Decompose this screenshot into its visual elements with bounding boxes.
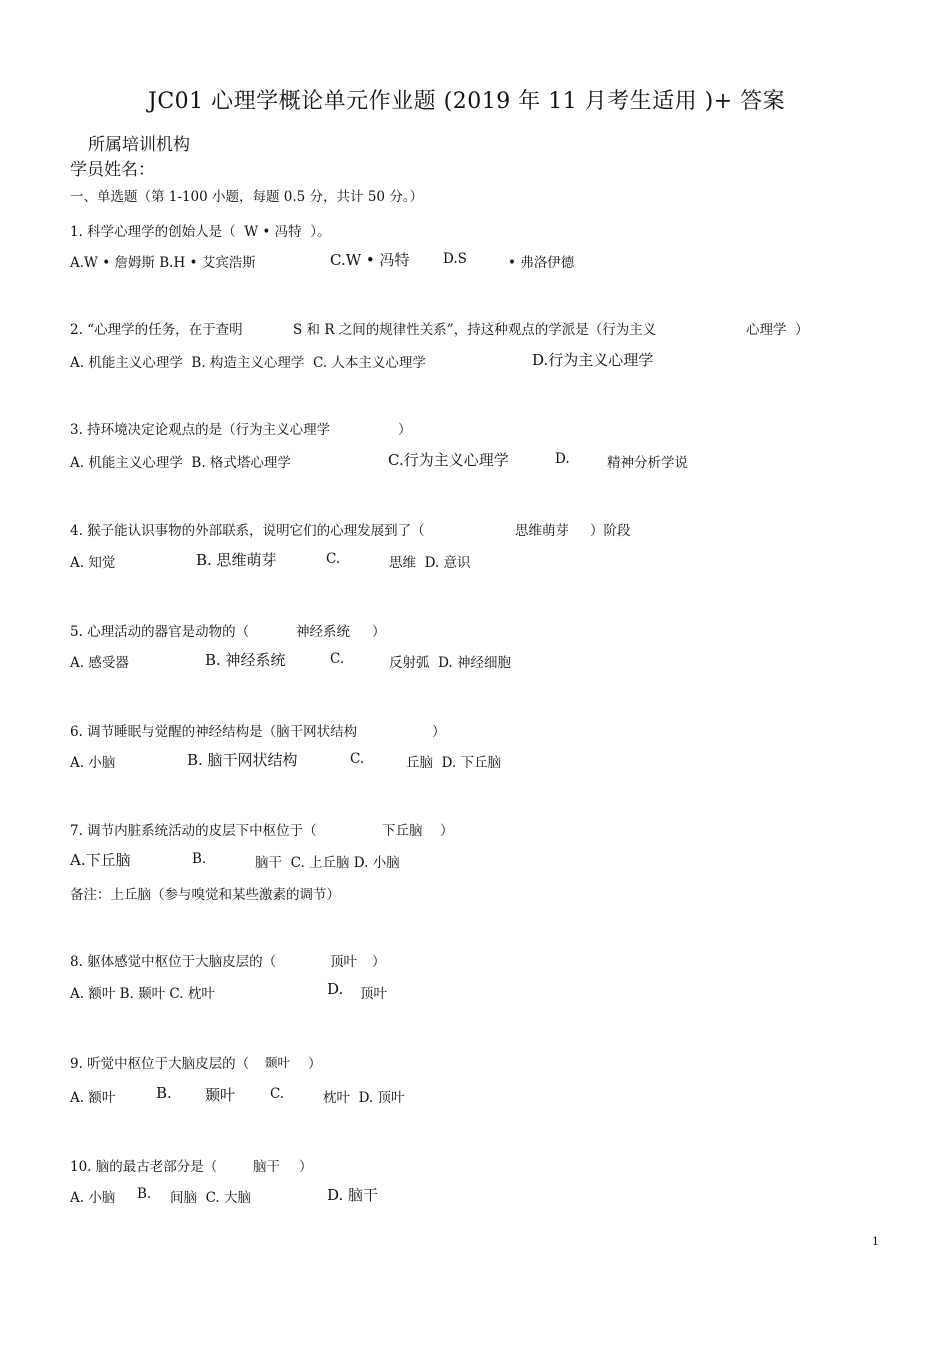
section-heading: 一、单选题（第 1-100 小题，每题 0.5 分，共计 50 分。） — [70, 189, 424, 205]
question-note: 备注：上丘脑（参与嗅觉和某些激素的调节） — [70, 887, 340, 903]
question-stem: ） — [440, 823, 454, 839]
question-stem: 8. 躯体感觉中枢位于大脑皮层的（ — [70, 954, 277, 970]
question-option: D. — [327, 980, 344, 998]
question-option: B. — [192, 851, 207, 867]
question-stem: 7. 调节内脏系统活动的皮层下中枢位于（ — [70, 823, 317, 839]
question-option: C.行为主义心理学 — [388, 451, 509, 469]
question-stem: 10. 脑的最古老部分是（ — [70, 1159, 218, 1175]
question-stem: 2. “心理学的任务，在于查明 — [70, 322, 243, 338]
question-option: B. 神经系统 — [205, 651, 286, 669]
question-stem: ） — [398, 422, 412, 438]
question-option: A. 额叶 — [70, 1090, 116, 1106]
question-stem: 3. 持环境决定论观点的是（行为主义心理学 — [70, 422, 331, 438]
question-option: 脑干 C. 上丘脑 D. 小脑 — [255, 855, 400, 871]
question-stem: ） — [372, 624, 386, 640]
question-option: A. 知觉 — [70, 555, 116, 571]
question-option: C.W • 冯特 — [330, 251, 410, 269]
question-stem: ） — [308, 1056, 322, 1072]
question-option: • 弗洛伊德 — [508, 255, 575, 271]
question-option: 丘脑 D. 下丘脑 — [406, 755, 502, 771]
page-title: JC01 心理学概论单元作业题 (2019 年 11 月考生适用 )+ 答案 — [148, 89, 786, 114]
question-stem: ） — [372, 954, 386, 970]
question-stem: 下丘脑 — [382, 823, 423, 839]
question-option: 颞叶 — [205, 1086, 236, 1104]
question-option: 枕叶 D. 顶叶 — [323, 1090, 405, 1106]
question-option: B. — [156, 1084, 172, 1102]
page-number: 1 — [872, 1235, 879, 1248]
question-option: C. — [350, 751, 365, 767]
question-stem: 4. 猴子能认识事物的外部联系，说明它们的心理发展到了（ — [70, 523, 425, 539]
question-options: A. 机能主义心理学 B. 格式塔心理学 — [70, 455, 291, 471]
question-option: A. 小脑 — [70, 755, 116, 771]
question-stem: 脑干 — [253, 1159, 280, 1175]
question-option: 间脑 C. 大脑 — [170, 1190, 252, 1206]
question-stem: 9. 听觉中枢位于大脑皮层的（ — [70, 1056, 250, 1072]
question-options: A. 额叶 B. 颞叶 C. 枕叶 — [70, 986, 215, 1002]
question-option: A.下丘脑 — [70, 851, 131, 869]
question-stem: 6. 调节睡眠与觉醒的神经结构是（脑干网状结构 — [70, 724, 358, 740]
question-option: C. — [326, 551, 341, 567]
question-options: A.W • 詹姆斯 B.H • 艾宾浩斯 — [70, 255, 256, 271]
question-stem: ）阶段 — [590, 523, 631, 539]
question-option: A. 小脑 — [70, 1190, 116, 1206]
question-stem: ） — [299, 1159, 313, 1175]
question-option: 反射弧 D. 神经细胞 — [389, 655, 512, 671]
question-option: 顶叶 — [360, 986, 387, 1002]
question-option: D. — [555, 451, 570, 467]
question-stem: 1. 科学心理学的创始人是（ W • 冯特 ）。 — [70, 224, 331, 240]
question-stem: S 和 R 之间的规律性关系”，持这种观点的学派是（行为主义 — [293, 322, 657, 338]
question-option: C. — [330, 651, 345, 667]
question-stem: 心理学 ） — [746, 322, 809, 338]
question-option: B. 思维萌芽 — [196, 551, 277, 569]
question-option: C. — [270, 1086, 285, 1102]
question-stem: 5. 心理活动的器官是动物的（ — [70, 624, 250, 640]
student-name-label: 学员姓名： — [70, 160, 155, 180]
question-option: A. 感受器 — [70, 655, 129, 671]
question-option: B. — [137, 1186, 152, 1202]
question-option: D. 脑干 — [327, 1186, 379, 1204]
question-options: A. 机能主义心理学 B. 构造主义心理学 C. 人本主义心理学 — [70, 355, 426, 371]
question-option: D.行为主义心理学 — [532, 351, 654, 369]
question-stem: 神经系统 — [296, 624, 350, 640]
question-stem: 思维萌芽 — [515, 523, 569, 539]
question-stem: 顶叶 — [330, 954, 357, 970]
question-option: 思维 D. 意识 — [389, 555, 471, 571]
question-stem: ） — [432, 724, 446, 740]
question-option: 精神分析学说 — [607, 455, 688, 471]
question-stem: 颞叶 — [265, 1055, 291, 1070]
question-option: D.S — [443, 251, 467, 267]
question-option: B. 脑干网状结构 — [187, 751, 298, 769]
institution-label: 所属培训机构 — [88, 135, 190, 155]
